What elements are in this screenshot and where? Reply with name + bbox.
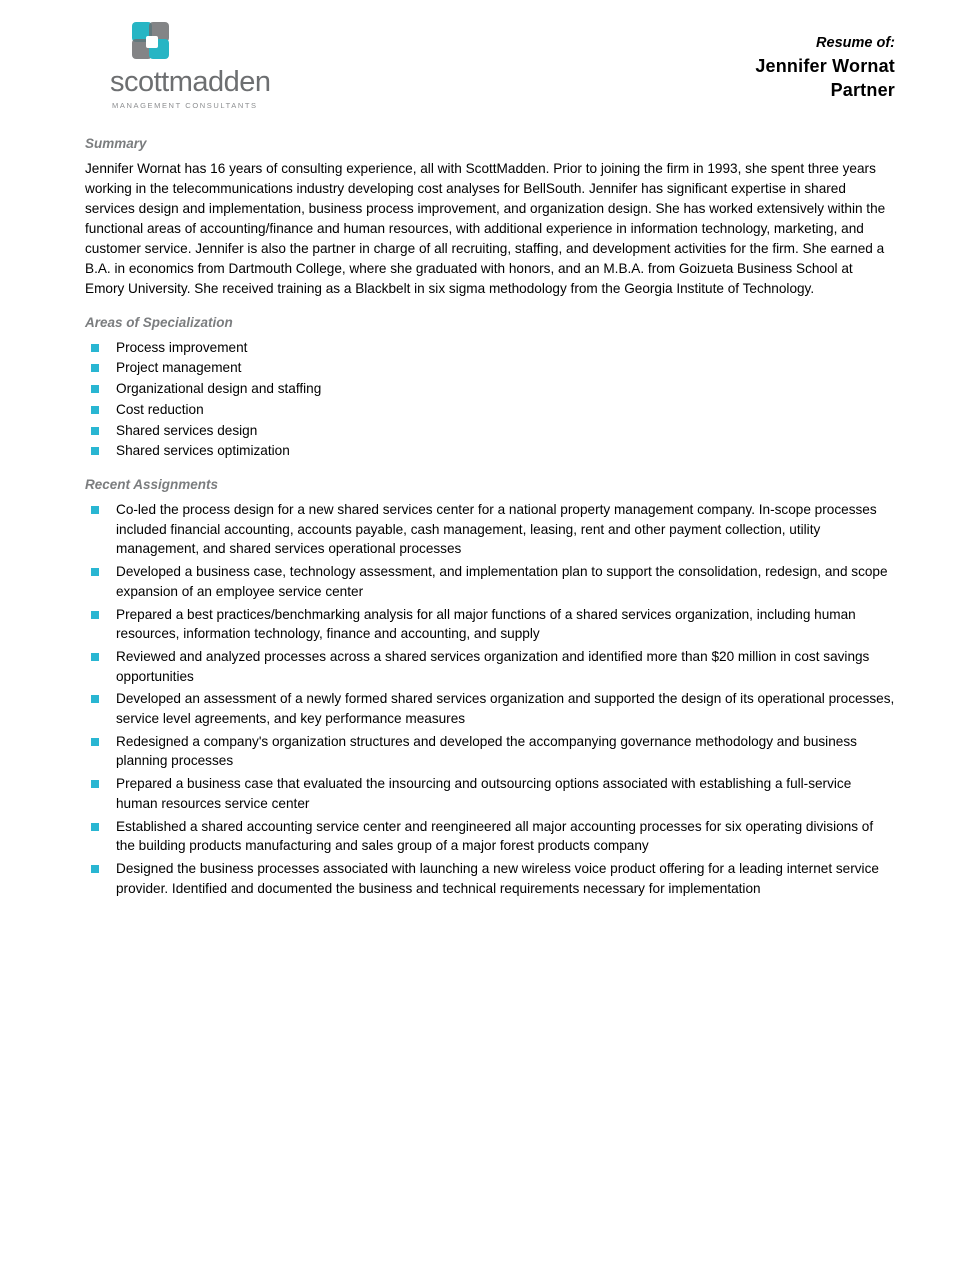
summary-paragraph: Jennifer Wornat has 16 years of consulting experience, all with ScottMadden. Prior to joining the firm in 1993, she spent three years working in the telecommunications industry developing cost analyses for BellSouth. Jennifer has significant expertise in shared services design and implementation, business process improvement, and organization design. She has worked extensively within the functional areas of accounting/finance and human resources, with additional experience in information technology, marketing, and customer service. Jennifer is also the partner in charge of all recruiting, staffing, and development activities for the firm. She earned a B.A. in economics from Dartmouth College, where she graduated with honors, and an M.B.A. from Goizueta Business School at Emory University. She received training as a Blackbelt in six sigma methodology from the Georgia Institute of Technology. <box>85 161 886 296</box>
summary-heading: Summary <box>85 136 147 151</box>
bullet-square-icon <box>91 695 99 703</box>
list-item-text: Shared services design <box>116 422 258 438</box>
list-item-text: Cost reduction <box>116 401 204 417</box>
list-item <box>85 859 895 898</box>
bullet-square-icon <box>91 738 99 746</box>
list-item <box>85 774 895 813</box>
logo-center-notch <box>146 36 158 48</box>
logo-tagline: MANAGEMENT CONSULTANTS <box>112 101 258 110</box>
resume-header-info <box>755 34 895 102</box>
list-item-text: Prepared a best practices/benchmarking analysis for all major functions of a shared services organization, including human resources, information technology, finance and accounting, and supply <box>116 606 856 642</box>
scottmadden-logo-icon <box>132 22 178 62</box>
list-item <box>85 817 895 856</box>
person-name: Jennifer Wornat <box>755 55 895 76</box>
list-item <box>85 379 895 399</box>
bullet-square-icon <box>91 823 99 831</box>
bullet-square-icon <box>91 427 99 435</box>
assignments-heading: Recent Assignments <box>85 477 219 492</box>
page-header <box>0 0 980 120</box>
company-logo <box>110 22 410 110</box>
list-item-text: Designed the business processes associated with launching a new wireless voice product offering for a leading internet service provider. Identified and documented the business and technical requirements necessary for implementation <box>116 860 879 896</box>
person-title: Partner <box>830 79 895 100</box>
list-item <box>85 605 895 644</box>
bullet-square-icon <box>91 865 99 873</box>
bullet-square-icon <box>91 506 99 514</box>
list-item-text: Established a shared accounting service center and reengineered all major accounting processes for six operating divisions of the building products manufacturing and sales group of a major forest products company <box>116 818 874 854</box>
list-item <box>85 358 895 378</box>
list-item <box>85 647 895 686</box>
list-item-text: Developed an assessment of a newly formed shared services organization and supported the design of its operational processes, service level agreements, and key performance measures <box>116 691 895 727</box>
bullet-square-icon <box>91 653 99 661</box>
list-item-text: Project management <box>116 360 242 376</box>
list-item-text: Reviewed and analyzed processes across a shared services organization and identified more than $20 million in cost savings opportunities <box>116 648 870 684</box>
list-item-text: Prepared a business case that evaluated the insourcing and outsourcing options associated with establishing a full-service human resources service center <box>116 776 852 811</box>
bullet-square-icon <box>91 364 99 372</box>
list-item-text: Organizational design and staffing <box>116 381 322 397</box>
bullet-square-icon <box>91 385 99 393</box>
assignments-list <box>85 500 895 898</box>
list-item-text: Process improvement <box>116 339 248 355</box>
bullet-square-icon <box>91 447 99 455</box>
areas-list <box>85 338 895 461</box>
list-item <box>85 500 895 559</box>
list-item-text: Co-led the process design for a new shared services center for a national property management company. In-scope processes included financial accounting, accounts payable, cash management, leasing, rent and other payment collection, utility management, and shared services operational processes <box>116 502 877 557</box>
bullet-square-icon <box>91 780 99 788</box>
list-item <box>85 400 895 420</box>
list-item <box>85 338 895 358</box>
bullet-square-icon <box>91 406 99 414</box>
list-item-text: Developed a business case, technology assessment, and implementation plan to support the consolidation, redesign, and scope expansion of an employee service center <box>116 564 888 599</box>
areas-heading: Areas of Specialization <box>85 314 233 330</box>
bullet-square-icon <box>91 611 99 619</box>
bullet-square-icon <box>91 568 99 576</box>
resume-content <box>0 136 980 898</box>
list-item <box>85 421 895 441</box>
logo-wordmark: scottmadden <box>110 66 271 98</box>
list-item <box>85 441 895 461</box>
list-item-text: Redesigned a company's organization structures and developed the accompanying governance methodology and business planning processes <box>116 733 857 769</box>
resume-of-label: Resume of: <box>816 35 895 51</box>
bullet-square-icon <box>91 344 99 352</box>
list-item <box>85 562 895 601</box>
list-item <box>85 689 895 728</box>
list-item-text: Shared services optimization <box>116 443 290 459</box>
list-item <box>85 732 895 771</box>
